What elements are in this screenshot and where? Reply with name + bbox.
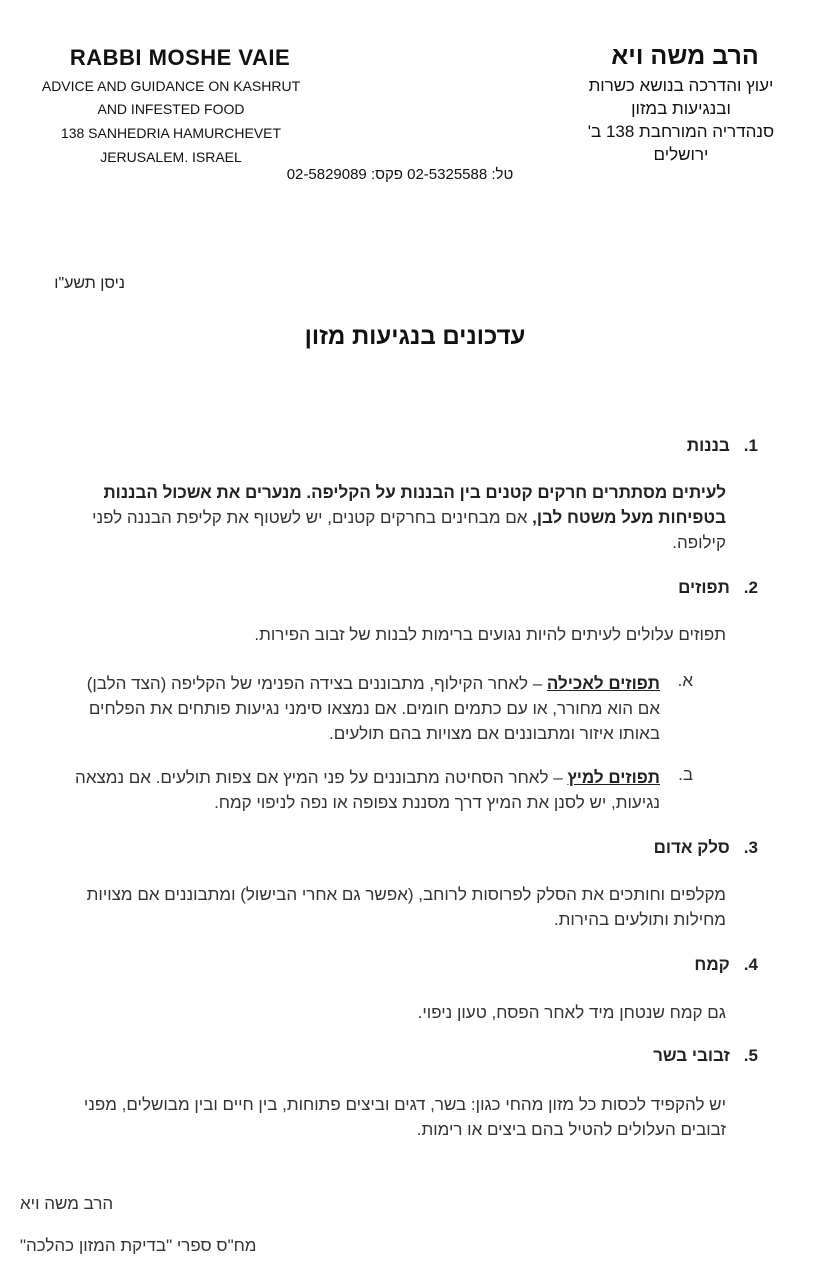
letterhead-en-line3: 138 SANHEDRIA HAMURCHEVET xyxy=(60,125,282,141)
section-2-number: 2. xyxy=(743,578,758,597)
section-4-number: 4. xyxy=(743,955,758,974)
letterhead-he-name: הרב משה ויא xyxy=(611,42,759,70)
section-4-text: גם קמח שנטחן מיד לאחר הפסח, טעון ניפוי. xyxy=(417,1003,726,1022)
section-2-sub-a xyxy=(60,671,660,746)
section-1-number: 1. xyxy=(743,436,758,455)
section-2-sub-a-text: – לאחר הקילוף, מתבוננים בצידה הפנימי של הקליפה (הצד הלבן) אם הוא מחורר, או עם כתמים חומים. אם נמצאו סימני נגיעות פותחים את הפלחים באותו איזור ומתבוננים אם מצויות בהם תולעים. xyxy=(86,674,660,743)
section-1-title: בננות xyxy=(686,436,730,455)
letterhead-he-line1: יעוץ והדרכה בנושא כשרות xyxy=(588,76,774,95)
section-1-bold-text: לעיתים מסתתרים חרקים קטנים בין הבננות על הקליפה. מנערים את אשכול הבננות בטפיחות מעל משטח לבן, xyxy=(103,483,726,527)
section-2-sub-b-letter: ב. xyxy=(678,765,693,784)
letterhead-en-line2: AND INFESTED FOOD xyxy=(97,101,245,117)
signature-name-text: הרב משה ויא xyxy=(20,1194,114,1213)
section-2-sub-a-label: תפוזים לאכילה xyxy=(546,674,660,693)
section-5-number: 5. xyxy=(743,1046,758,1065)
section-3-title: סלק אדום xyxy=(653,838,730,857)
section-1-body-text: אם מבחינים בחרקים קטנים, יש לשטוף את קליפת הבננה לפני קילופה. xyxy=(92,508,726,552)
signature-book xyxy=(20,1236,320,1256)
letterhead-he-line2: ובנגיעות במזון xyxy=(631,99,731,118)
section-3-number: 3. xyxy=(743,838,758,857)
section-4-title: קמח xyxy=(694,955,730,974)
section-2-text: תפוזים עלולים לעיתים להיות נגועים ברימות לבנות של זבוב הפירות. xyxy=(254,625,726,644)
letterhead-phone: טל: 02-5325588 פקס: 02-5829089 xyxy=(286,166,514,183)
section-1-text xyxy=(46,480,726,555)
section-2-sub-a-letter: א. xyxy=(677,671,693,690)
document-title: עדכונים בנגיעות מזון xyxy=(304,323,526,350)
section-5-title: זבובי בשר xyxy=(653,1046,730,1065)
letterhead-he-line3: סנהדריה המורחבת 138 ב' xyxy=(587,122,775,141)
section-1-heading xyxy=(358,436,758,456)
section-4-heading xyxy=(358,955,758,975)
letterhead-he-line4: ירושלים xyxy=(653,145,709,164)
section-2-title: תפוזים xyxy=(678,578,730,597)
letterhead-en-line1: ADVICE AND GUIDANCE ON KASHRUT xyxy=(41,78,301,94)
signature-book-text: מח"ס ספרי "בדיקת המזון כהלכה" xyxy=(20,1236,257,1255)
section-2-sub-b xyxy=(60,765,660,815)
section-3-text: מקלפים וחותכים את הסלק לפרוסות לרוחב, (אפשר גם אחרי הבישול) ומתבוננים אם מצויות מחילות ותולעים בהירות. xyxy=(86,885,726,929)
section-5-heading xyxy=(358,1046,758,1066)
section-2-heading xyxy=(358,578,758,598)
letterhead-en-name: RABBI MOSHE VAIE xyxy=(69,45,291,70)
document-date: ניסן תשע"ו xyxy=(54,275,125,292)
section-3-heading xyxy=(358,838,758,858)
section-5-text: יש להקפיד לכסות כל מזון מהחי כגון: בשר, דגים וביצים פתוחות, בין חיים ובין מבושלים, מפני זבובים העלולים להטיל בהם ביצים או רימות. xyxy=(83,1095,726,1139)
section-2-sub-b-text: – לאחר הסחיטה מתבוננים על פני המיץ אם צפות תולעים. אם נמצאה נגיעות, יש לסנן את המיץ דרך מסננת צפופה או נפה לניפוי קמח. xyxy=(75,768,660,812)
section-2-sub-b-label: תפוזים למיץ xyxy=(567,768,660,787)
letterhead-en-line4: JERUSALEM. ISRAEL xyxy=(100,149,242,165)
signature-name xyxy=(20,1194,320,1214)
